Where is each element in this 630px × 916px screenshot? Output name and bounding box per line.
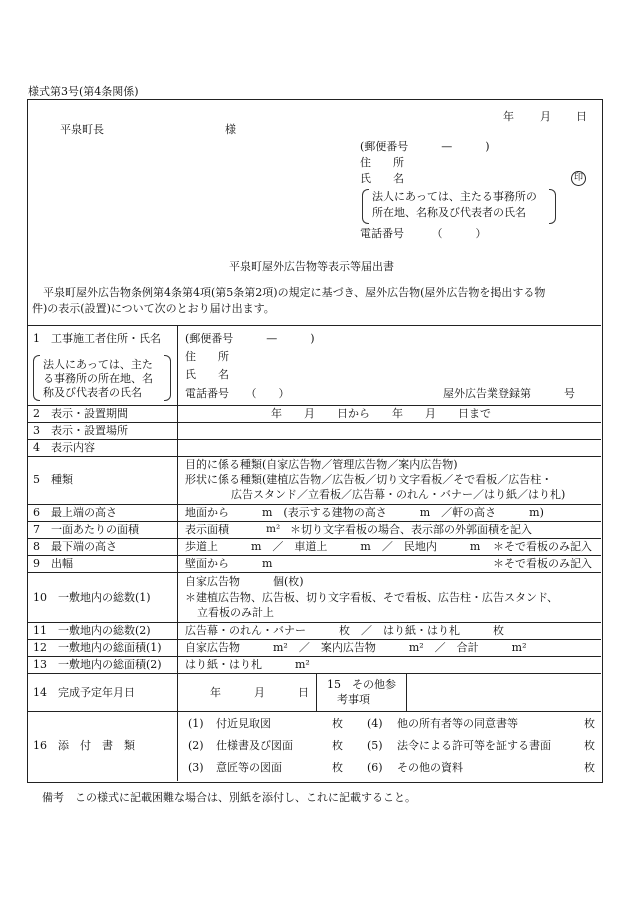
addressee: 平泉町長 [60, 123, 104, 136]
brace-right [549, 189, 556, 224]
row12-value: 自家広告物 m² ／ 案内広告物 m² ／ 合計 m² [185, 641, 527, 654]
row5-label: 5 種類 [33, 473, 73, 486]
form-title: 平泉町屋外広告物等表示等届出書 [229, 260, 394, 273]
applicant-corp-note-1: 法人にあっては、主たる事務所の [372, 190, 537, 203]
brace-left [362, 189, 369, 224]
attach-6-unit: 枚 [584, 761, 595, 774]
row11-value: 広告幕・のれん・バナー 枚 ／ はり紙・はり札 枚 [185, 624, 504, 637]
attach-1-name: 付近見取図 [216, 717, 271, 730]
row1-name: 氏 名 [185, 368, 229, 381]
row6-label: 6 最上端の高さ [33, 506, 117, 519]
attach-5-unit: 枚 [584, 739, 595, 752]
row3-label: 3 表示・設置場所 [33, 424, 128, 437]
row13-label: 13 一敷地内の総面積(2) [33, 658, 162, 671]
remarks: 備考 この様式に記載困難な場合は、別紙を添付し、これに記載すること。 [42, 791, 416, 804]
row1-registration: 屋外広告業登録第 号 [443, 387, 575, 400]
attach-5-name: 法令による許可等を証する書面 [397, 739, 551, 752]
attach-1-no: (1) [188, 717, 204, 730]
attach-2-name: 仕様書及び図面 [216, 739, 293, 752]
date-day: 日 [576, 110, 587, 123]
row5-line-2: 形状に係る種類(建植広告物／広告板／切り文字看板／そで看板／広告柱・ [185, 473, 553, 486]
applicant-address-label: 住 所 [360, 156, 404, 169]
date-month: 月 [540, 110, 551, 123]
intro-line-1: 平泉町屋外広告物条例第4条第4項(第5条第2項)の規定に基づき、屋外広告物(屋外広告物を掲出する物 [43, 286, 546, 299]
row7-label: 7 一面あたりの面積 [33, 523, 139, 536]
row10-line-1: 自家広告物 個(枚) [185, 575, 304, 588]
row7-unit: m² [266, 523, 281, 535]
row1-brace-left [33, 355, 40, 401]
row8-value-1: 歩道上 m ／ 車道上 m ／ 民地内 m [185, 540, 481, 553]
row9-label: 9 出幅 [33, 557, 73, 570]
row1-note-3: 称及び代表者の氏名 [43, 386, 142, 399]
honorific: 様 [225, 123, 236, 136]
attach-4-unit: 枚 [584, 717, 595, 730]
attach-5-no: (5) [367, 739, 383, 752]
row9-value-2: ＊そで看板のみ記入 [493, 557, 592, 570]
row1-note-2: る事務所の所在地、名 [43, 372, 153, 385]
row5-line-1: 目的に係る種類(自家広告物／管理広告物／案内広告物) [185, 458, 458, 471]
attach-3-name: 意匠等の図面 [216, 761, 282, 774]
row1-phone: 電話番号 （ ） [185, 387, 290, 400]
row14-value: 年 月 日 [210, 686, 309, 699]
row10-line-3: 立看板のみ計上 [197, 606, 274, 619]
row14-label: 14 完成予定年月日 [33, 686, 135, 699]
row16-label: 16 添 付 書 類 [33, 739, 135, 752]
attach-4-name: 他の所有者等の同意書等 [397, 717, 518, 730]
row6-value: 地面から m (表示する建物の高さ m ／軒の高さ m) [185, 506, 544, 519]
row10-line-2: ＊建植広告物、広告板、切り文字看板、そで看板、広告柱・広告スタンド、 [185, 591, 559, 604]
applicant-name-label: 氏 名 [360, 172, 404, 185]
row1-brace-right [164, 355, 171, 401]
row1-label: 1 工事施工者住所・氏名 [33, 332, 161, 345]
row7-value-2: ＊切り文字看板の場合、表示部の外郭面積を記入 [290, 523, 532, 536]
form-label: 様式第3号(第4条関係) [28, 85, 139, 98]
attach-3-no: (3) [188, 761, 204, 774]
seal-mark: 印 [571, 171, 586, 186]
row1-postal: (郵便番号 — ) [185, 332, 315, 345]
applicant-corp-note-2: 所在地、名称及び代表者の氏名 [372, 206, 526, 219]
row4-label: 4 表示内容 [33, 441, 95, 454]
attach-2-no: (2) [188, 739, 204, 752]
applicant-phone: 電話番号 （ ） [360, 227, 487, 240]
attach-6-name: その他の資料 [397, 761, 463, 774]
row2-label: 2 表示・設置期間 [33, 407, 128, 420]
row2-value: 年 月 日から 年 月 日まで [271, 407, 491, 420]
row1-address: 住 所 [185, 350, 229, 363]
row11-label: 11 一敷地内の総数(2) [33, 624, 151, 637]
row8-value-2: ＊そで看板のみ記入 [493, 540, 592, 553]
row7-value-1: 表示面積 [185, 523, 229, 536]
row9-value-1: 壁面から m [185, 557, 273, 570]
intro-line-2: 件)の表示(設置)について次のとおり届け出ます。 [32, 302, 275, 315]
applicant-postal: (郵便番号 — ) [360, 140, 490, 153]
attach-2-unit: 枚 [332, 739, 343, 752]
attach-3-unit: 枚 [332, 761, 343, 774]
row10-label: 10 一敷地内の総数(1) [33, 591, 151, 604]
row8-label: 8 最下端の高さ [33, 540, 117, 553]
date-year: 年 [503, 110, 514, 123]
row15-label-1: 15 その他参 [327, 678, 396, 691]
attach-4-no: (4) [367, 717, 383, 730]
row12-label: 12 一敷地内の総面積(1) [33, 641, 162, 654]
row13-value: はり紙・はり札 m² [185, 658, 310, 671]
attach-1-unit: 枚 [332, 717, 343, 730]
row15-label-2: 考事項 [337, 693, 370, 706]
row1-note-1: 法人にあっては、主た [43, 358, 153, 371]
attach-6-no: (6) [367, 761, 383, 774]
row5-line-3: 広告スタンド／立看板／広告幕・のれん・バナー／はり紙／はり札) [231, 488, 566, 501]
